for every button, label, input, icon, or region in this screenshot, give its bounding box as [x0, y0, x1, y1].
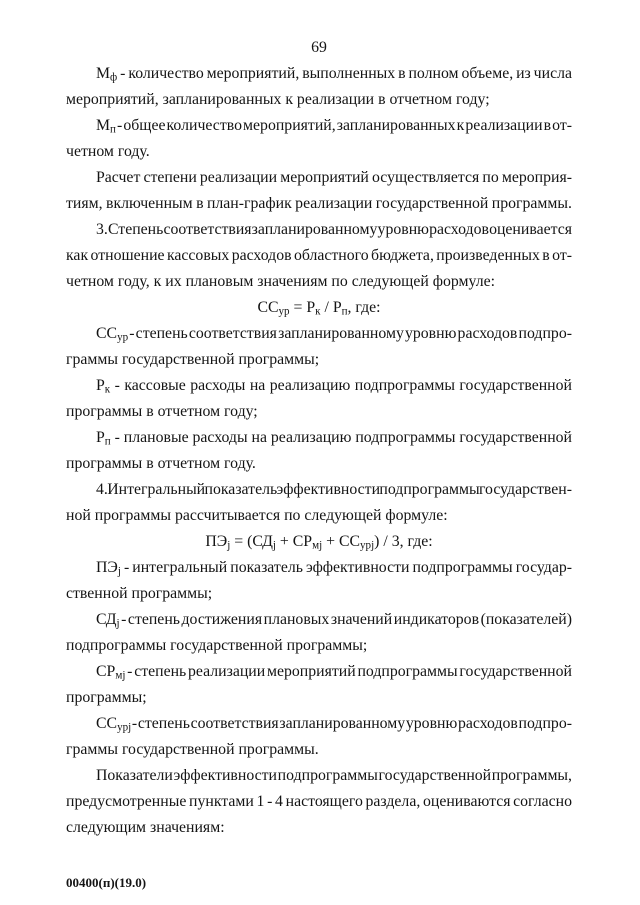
subscript: к	[104, 383, 111, 396]
line-text: - степень соответствия запланированному уровню расходов подпро-	[131, 715, 572, 732]
paragraph	[66, 659, 572, 711]
formula-block	[66, 529, 572, 555]
text-line: Расчет степени реализации мероприятий осуществляется по мероприя-	[96, 169, 572, 186]
subscript: п	[110, 123, 116, 136]
formula-text: + СС	[322, 533, 361, 550]
text-line: тиям, включенным в план-график реализации государственной программы.	[66, 195, 572, 212]
subscript: ур	[117, 331, 129, 344]
text-line: 3. Степень соответствия запланированному уровню расходов оценивается	[96, 221, 572, 238]
text-line: граммы государственной программы;	[66, 351, 320, 368]
text-line	[66, 321, 572, 347]
subscript: к	[315, 305, 321, 318]
formula-text: , где:	[347, 299, 381, 316]
subscript: п	[104, 435, 111, 448]
line-text: СД	[96, 611, 117, 628]
paragraph	[66, 711, 572, 763]
paragraph	[66, 425, 572, 477]
text-line: предусмотренные пунктами 1 - 4 настоящего раздела, оцениваются согласно	[66, 793, 572, 810]
paragraph	[66, 555, 572, 607]
line-text: - степень соответствия запланированному уровню расходов подпро-	[128, 325, 572, 342]
subscript: j	[117, 565, 121, 578]
formula-text: = Р	[289, 299, 316, 316]
text-line	[66, 113, 572, 139]
text-line: программы в отчетном году;	[66, 403, 258, 420]
subscript: п	[341, 305, 348, 318]
subscript: ф	[110, 71, 118, 84]
text-line	[66, 607, 572, 633]
subscript: мj	[312, 539, 323, 552]
subscript: j	[272, 539, 276, 552]
subscript: мj	[115, 669, 126, 682]
page-number: 69	[311, 39, 327, 56]
text-line: следующим значениям:	[66, 819, 225, 836]
line-text: М	[96, 117, 111, 134]
line-text: - степень достижения плановых значений индикаторов (показателей)	[119, 611, 572, 628]
text-line: мероприятий, запланированных к реализации в отчетном году;	[66, 91, 490, 108]
text-line: программы в отчетном году.	[66, 455, 256, 472]
paragraph	[66, 763, 572, 841]
text-line	[66, 373, 572, 399]
document-body	[66, 61, 572, 841]
line-text: СС	[96, 325, 118, 342]
formula-text: + СР	[275, 533, 313, 550]
line-text: Р	[96, 429, 105, 446]
line-text: - интегральный показатель эффективности подпрограммы государ-	[120, 559, 572, 576]
text-line	[66, 659, 572, 685]
formula-text: СС	[257, 299, 279, 316]
text-line: как отношение кассовых расходов областного бюджета, произведенных в от-	[66, 247, 572, 264]
line-text: ПЭ	[96, 559, 118, 576]
line-text: - кассовые расходы на реализацию подпрограммы государственной	[110, 377, 572, 394]
line-text: - количество мероприятий, выполненных в полном объеме, из числа	[117, 65, 572, 82]
paragraph	[66, 607, 572, 659]
paragraph	[66, 217, 572, 295]
paragraph	[66, 321, 572, 373]
text-line: ственной программы;	[66, 585, 213, 602]
paragraph	[66, 113, 572, 165]
text-line: четном году, к их плановым значениям по следующей формуле:	[66, 273, 496, 290]
formula-text: ) / 3, где:	[374, 533, 433, 550]
formula-text: ПЭ	[205, 533, 228, 550]
paragraph	[66, 61, 572, 113]
line-text: СС	[96, 715, 118, 732]
text-line: программы;	[66, 689, 147, 706]
line-text: Р	[96, 377, 105, 394]
formula-text: = (СД	[230, 533, 273, 550]
text-line: четном году.	[66, 143, 150, 160]
formula	[66, 529, 572, 555]
text-line	[66, 555, 572, 581]
subscript: ур	[278, 305, 290, 318]
paragraph	[66, 373, 572, 425]
line-text: - степень реализации мероприятий подпрограммы государственной	[125, 663, 572, 680]
formula-block	[66, 295, 572, 321]
text-line	[66, 711, 572, 737]
paragraph	[66, 477, 572, 529]
text-line	[66, 61, 572, 87]
subscript: j	[227, 539, 231, 552]
subscript: урj	[117, 721, 132, 734]
paragraph	[66, 165, 572, 217]
document-code: 00400(п)(19.0)	[66, 875, 147, 890]
line-text: М	[96, 65, 111, 82]
text-line: граммы государственной программы.	[66, 741, 319, 758]
formula-text: / Р	[320, 299, 342, 316]
line-text: - плановые расходы на реализацию подпрограммы государственной	[110, 429, 572, 446]
subscript: урj	[360, 539, 375, 552]
text-line: 4. Интегральный показатель эффективности подпрограммы государствен-	[96, 481, 572, 498]
text-line: ной программы рассчитывается по следующей формуле:	[66, 507, 448, 524]
subscript: j	[116, 617, 120, 630]
formula	[66, 295, 572, 321]
text-line: Показатели эффективности подпрограммы государственной программы,	[96, 767, 572, 784]
line-text: - общее количество мероприятий, запланированных к реализации в от-	[115, 117, 572, 134]
text-line: подпрограммы государственной программы;	[66, 637, 368, 654]
line-text: СР	[96, 663, 116, 680]
text-line	[66, 425, 572, 451]
